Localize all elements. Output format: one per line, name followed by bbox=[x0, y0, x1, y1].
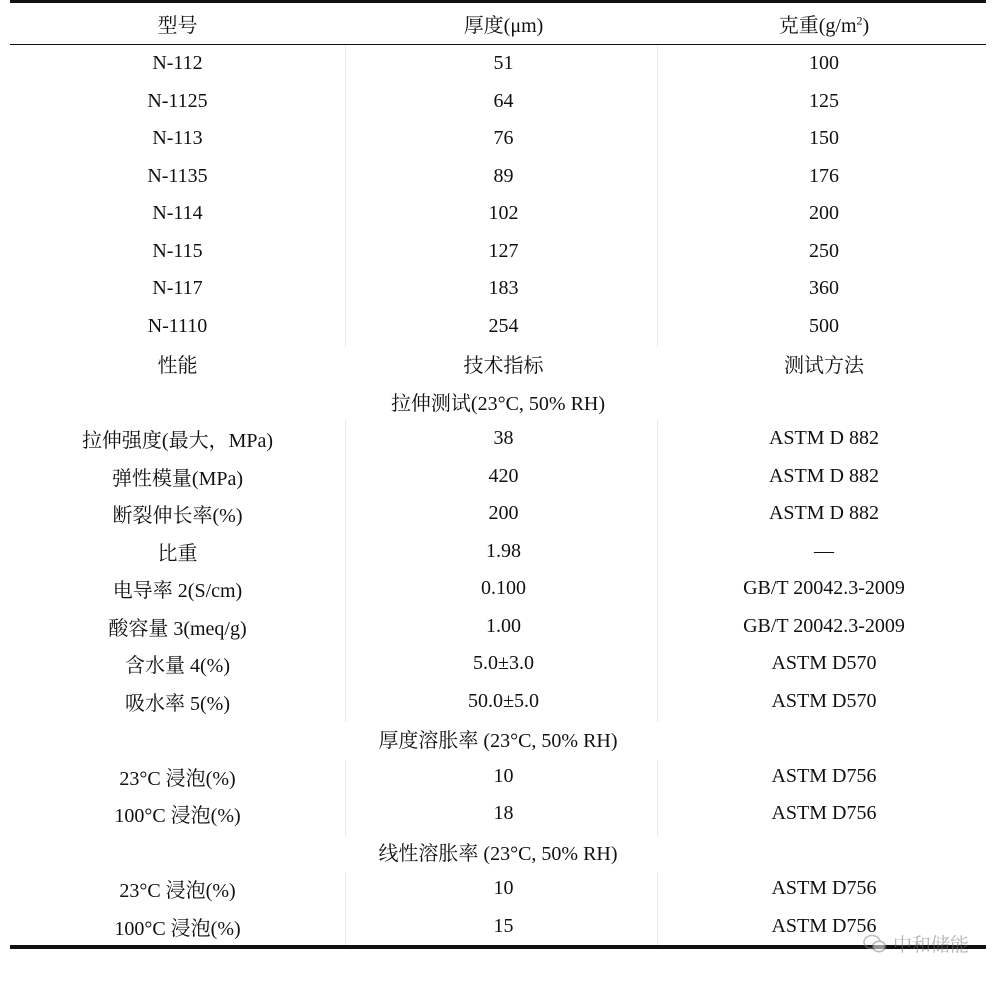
model-row-weight: 176 bbox=[809, 164, 839, 187]
linear-swell-row-value: 15 bbox=[493, 914, 514, 937]
thickness-swell-row-value: 18 bbox=[493, 802, 514, 825]
thickness-swell-row bbox=[10, 795, 986, 833]
props-header-property: 性能 bbox=[157, 355, 198, 378]
property-row-value: 0.100 bbox=[481, 577, 526, 600]
props-header-method: 测试方法 bbox=[784, 355, 864, 378]
linear-swell-row-value: 10 bbox=[493, 877, 514, 900]
property-row-value: 1.98 bbox=[486, 539, 521, 562]
thickness-swell-row-name: 23°C 浸泡(%) bbox=[119, 767, 236, 790]
linear-swell-row-name: 23°C 浸泡(%) bbox=[119, 880, 236, 903]
model-row bbox=[10, 120, 986, 158]
model-row bbox=[10, 45, 986, 83]
property-row-name: 断裂伸长率(%) bbox=[112, 505, 243, 528]
property-row-method: ASTM D570 bbox=[771, 689, 877, 712]
model-row-model: N-1135 bbox=[147, 164, 208, 187]
thickness-swell-row-method: ASTM D756 bbox=[771, 764, 877, 787]
wechat-icon bbox=[863, 934, 887, 954]
model-row-thickness: 254 bbox=[488, 314, 519, 337]
section-tensile-label: 拉伸测试(23°C, 50% RH) bbox=[390, 392, 606, 415]
thickness-swell-row-method: ASTM D756 bbox=[771, 802, 877, 825]
property-row-name: 酸容量 3(meq/g) bbox=[108, 617, 247, 640]
header-thickness: 厚度(μm) bbox=[463, 15, 544, 37]
property-row-value: 1.00 bbox=[486, 614, 521, 637]
section-linear-swell-label: 线性溶胀率 (23°C, 50% RH) bbox=[378, 842, 618, 865]
header-model: 型号 bbox=[157, 15, 198, 37]
models-body bbox=[10, 45, 986, 345]
watermark-text: 中和储能 bbox=[892, 934, 969, 956]
property-row bbox=[10, 570, 986, 608]
property-row bbox=[10, 458, 986, 496]
model-row-model: N-112 bbox=[152, 52, 203, 75]
model-row-model: N-1110 bbox=[147, 314, 208, 337]
model-row-weight: 100 bbox=[809, 52, 839, 75]
property-row-method: GB/T 20042.3-2009 bbox=[743, 577, 905, 600]
model-row-thickness: 183 bbox=[488, 277, 519, 300]
model-row-model: N-114 bbox=[152, 202, 203, 225]
section-thickness-swell bbox=[10, 720, 986, 758]
linear-swell-row bbox=[10, 870, 986, 908]
property-row-method: ASTM D 882 bbox=[768, 464, 879, 487]
thickness-swell-row-value: 10 bbox=[493, 764, 514, 787]
model-row-thickness: 102 bbox=[488, 202, 519, 225]
model-row-thickness: 89 bbox=[493, 164, 514, 187]
section-tensile bbox=[10, 383, 986, 421]
property-row-method: GB/T 20042.3-2009 bbox=[743, 614, 905, 637]
property-row-name: 拉伸强度(最大，MPa) bbox=[81, 430, 274, 453]
props-header-spec: 技术指标 bbox=[463, 355, 544, 378]
thickness-swell-row bbox=[10, 758, 986, 796]
model-row bbox=[10, 308, 986, 346]
property-row-name: 弹性模量(MPa) bbox=[111, 467, 244, 490]
model-row-thickness: 51 bbox=[493, 52, 514, 75]
header-row bbox=[10, 3, 986, 44]
model-row bbox=[10, 270, 986, 308]
model-row bbox=[10, 158, 986, 196]
model-row-model: N-115 bbox=[152, 239, 203, 262]
property-row bbox=[10, 533, 986, 571]
thickness-swell-row-name: 100°C 浸泡(%) bbox=[114, 805, 241, 828]
property-row-value: 5.0±3.0 bbox=[473, 652, 534, 675]
property-row-value: 200 bbox=[488, 502, 519, 525]
property-row-value: 50.0±5.0 bbox=[468, 689, 539, 712]
property-row bbox=[10, 420, 986, 458]
linear-swell-row-method: ASTM D756 bbox=[771, 914, 877, 937]
property-row bbox=[10, 495, 986, 533]
section-linear-swell bbox=[10, 833, 986, 871]
model-row-model: N-117 bbox=[152, 277, 203, 300]
property-row-method: ASTM D 882 bbox=[768, 427, 879, 450]
linear-swell-body bbox=[10, 870, 986, 945]
property-row bbox=[10, 608, 986, 646]
property-row-name: 比重 bbox=[157, 542, 198, 565]
linear-swell-row bbox=[10, 908, 986, 946]
model-row-weight: 360 bbox=[809, 277, 839, 300]
property-row-method: ASTM D 882 bbox=[768, 502, 879, 525]
linear-swell-row-name: 100°C 浸泡(%) bbox=[114, 917, 241, 940]
thickness-swell-body bbox=[10, 758, 986, 833]
model-row bbox=[10, 233, 986, 271]
header-weight: 克重$(g/m^2)$ bbox=[778, 13, 870, 37]
section-thickness-swell-label: 厚度溶胀率 (23°C, 50% RH) bbox=[378, 730, 618, 753]
property-row bbox=[10, 683, 986, 721]
property-row-name: 吸水率 5(%) bbox=[125, 692, 230, 715]
model-row-weight: 500 bbox=[809, 314, 839, 337]
property-row-value: 420 bbox=[488, 464, 519, 487]
model-row-weight: 200 bbox=[809, 202, 839, 225]
bottom-rule bbox=[10, 945, 986, 949]
model-row-thickness: 64 bbox=[493, 89, 514, 112]
property-row-value: 38 bbox=[493, 427, 514, 450]
props-header-row bbox=[10, 345, 986, 383]
model-row-model: N-113 bbox=[152, 127, 203, 150]
model-row bbox=[10, 195, 986, 233]
model-row-weight: 250 bbox=[809, 239, 839, 262]
model-row-thickness: 127 bbox=[488, 239, 519, 262]
property-row-name: 电导率 2(S/cm) bbox=[112, 580, 243, 603]
model-row-thickness: 76 bbox=[493, 127, 514, 150]
model-row-weight: 150 bbox=[809, 127, 839, 150]
model-row-weight: 125 bbox=[809, 89, 839, 112]
property-row-name: 含水量 4(%) bbox=[125, 655, 230, 678]
property-row-method: ASTM D570 bbox=[771, 652, 877, 675]
spec-table bbox=[10, 0, 986, 945]
property-row bbox=[10, 645, 986, 683]
property-row-method: — bbox=[814, 539, 834, 562]
watermark bbox=[863, 930, 969, 957]
model-row-model: N-1125 bbox=[147, 89, 208, 112]
props-body bbox=[10, 420, 986, 720]
linear-swell-row-method: ASTM D756 bbox=[771, 877, 877, 900]
model-row bbox=[10, 83, 986, 121]
